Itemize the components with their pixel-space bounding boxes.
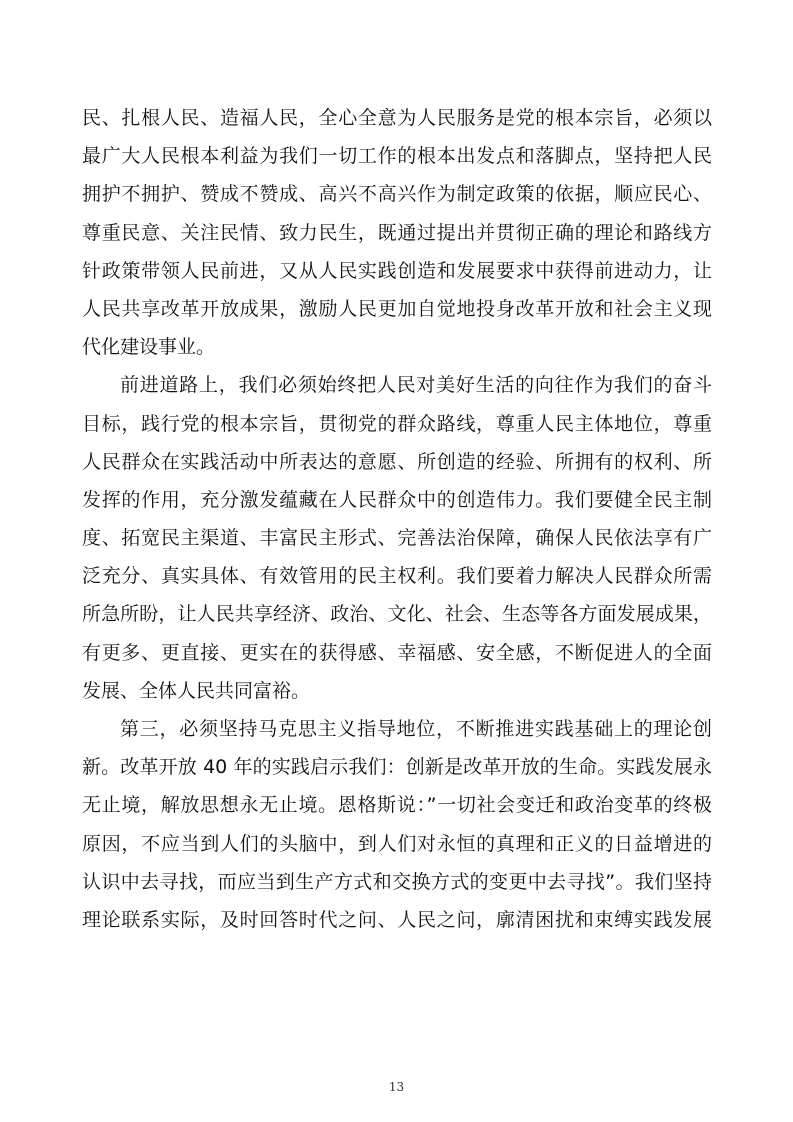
paragraph [82, 366, 712, 710]
text-line: 所急所盼，让人民共享经济、政治、文化、社会、生态等各方面发展成果， [82, 603, 712, 626]
text-line: 拥护不拥护、赞成不赞成、高兴不高兴作为制定政策的依据，顺应民心、 [82, 183, 712, 206]
text-line: 有更多、更直接、更实在的获得感、幸福感、安全感，不断促进人的全面 [82, 641, 712, 664]
paragraph [82, 710, 712, 939]
text-line: 原因，不应当到人们的头脑中，到人们对永恒的真理和正义的日益增进的 [82, 832, 712, 855]
text-line: 民、扎根人民、造福人民，全心全意为人民服务是党的根本宗旨，必须以 [82, 107, 712, 129]
text-line: 认识中去寻找，而应当到生产方式和交换方式的变更中去寻找”。我们坚持 [82, 870, 712, 893]
text-line: 第三，必须坚持马克思主义指导地位，不断推进实践基础上的理论创 [120, 718, 712, 740]
text-line: 理论联系实际，及时回答时代之问、人民之问，廓清困扰和束缚实践发展 [82, 908, 712, 931]
text-line: 人民群众在实践活动中所表达的意愿、所创造的经验、所拥有的权利、所 [82, 450, 712, 473]
text-line: 新。改革开放 40 年的实践启示我们：创新是改革开放的生命。实践发展永 [82, 756, 712, 779]
text-line: 前进道路上，我们必须始终把人民对美好生活的向往作为我们的奋斗 [120, 374, 712, 397]
text-line: 针政策带领人民前进，又从人民实践创造和发展要求中获得前进动力，让 [82, 259, 712, 282]
text-line: 最广大人民根本利益为我们一切工作的根本出发点和落脚点，坚持把人民 [82, 145, 712, 168]
text-line: 代化建设事业。 [82, 336, 216, 359]
text-line: 无止境，解放思想永无止境。恩格斯说：”一切社会变迁和政治变革的终极 [82, 794, 712, 817]
paragraph [82, 99, 712, 366]
text-line: 泛充分、真实具体、有效管用的民主权利。我们要着力解决人民群众所需 [82, 565, 712, 588]
text-line: 目标，践行党的根本宗旨，贯彻党的群众路线，尊重人民主体地位，尊重 [82, 412, 712, 435]
text-line: 尊重民意、关注民情、致力民生，既通过提出并贯彻正确的理论和路线方 [82, 221, 712, 244]
text-line: 发展、全体人民共同富裕。 [82, 679, 311, 702]
text-line: 度、拓宽民主渠道、丰富民主形式、完善法治保障，确保人民依法享有广 [82, 527, 712, 550]
text-line: 人民共享改革开放成果，激励人民更加自觉地投身改革开放和社会主义现 [82, 297, 712, 320]
body-text [82, 99, 712, 939]
page-number: 13 [388, 1080, 405, 1094]
text-line: 发挥的作用，充分激发蕴藏在人民群众中的创造伟力。我们要健全民主制 [82, 488, 712, 511]
